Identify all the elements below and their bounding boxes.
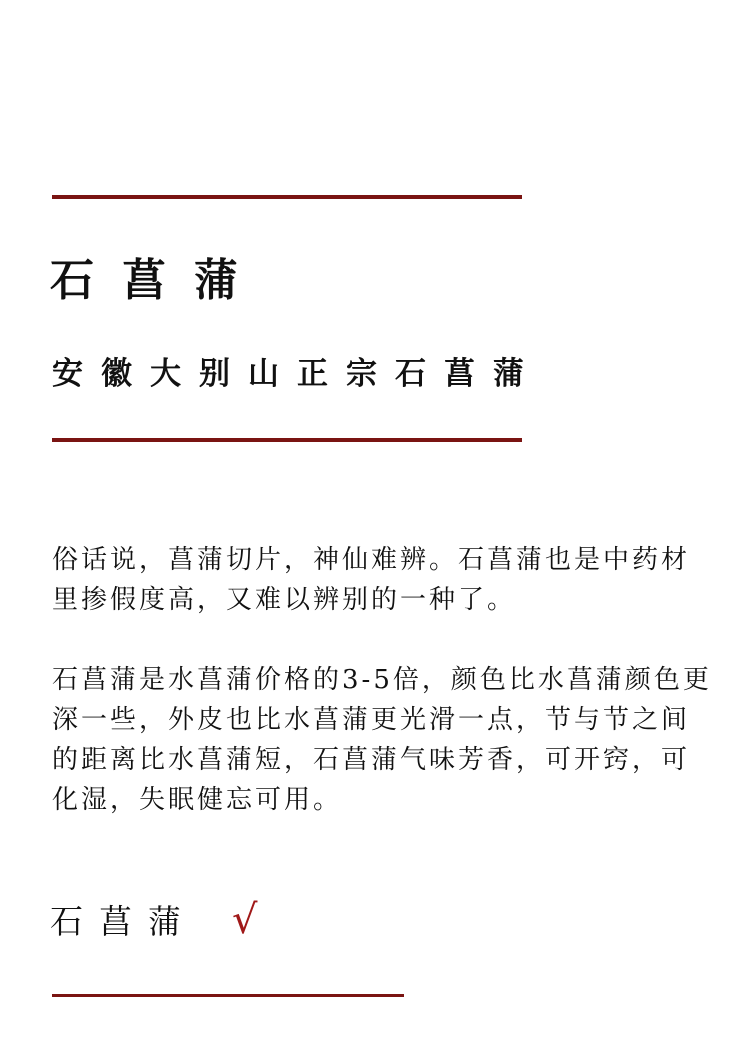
page-subtitle: 安徽大别山正宗石菖蒲: [52, 356, 542, 392]
description-paragraph: 石菖蒲是水菖蒲价格的3-5倍，颜色比水菖蒲颜色更深一些，外皮也比水菖蒲更光滑一点，节与节之间的距离比水菖蒲短，石菖蒲气味芳香，可开窍，可化湿，失眠健忘可用。: [52, 665, 712, 815]
check-mark-icon: √: [232, 897, 258, 943]
bottom-divider: [52, 994, 404, 997]
top-divider: [52, 195, 522, 199]
middle-divider: [52, 438, 522, 442]
intro-paragraph: 俗话说，菖蒲切片，神仙难辨。石菖蒲也是中药材里掺假度高，又难以辨别的一种了。: [52, 545, 691, 615]
footer-label: 石菖蒲: [50, 902, 197, 941]
page-title: 石菖蒲: [50, 255, 266, 306]
